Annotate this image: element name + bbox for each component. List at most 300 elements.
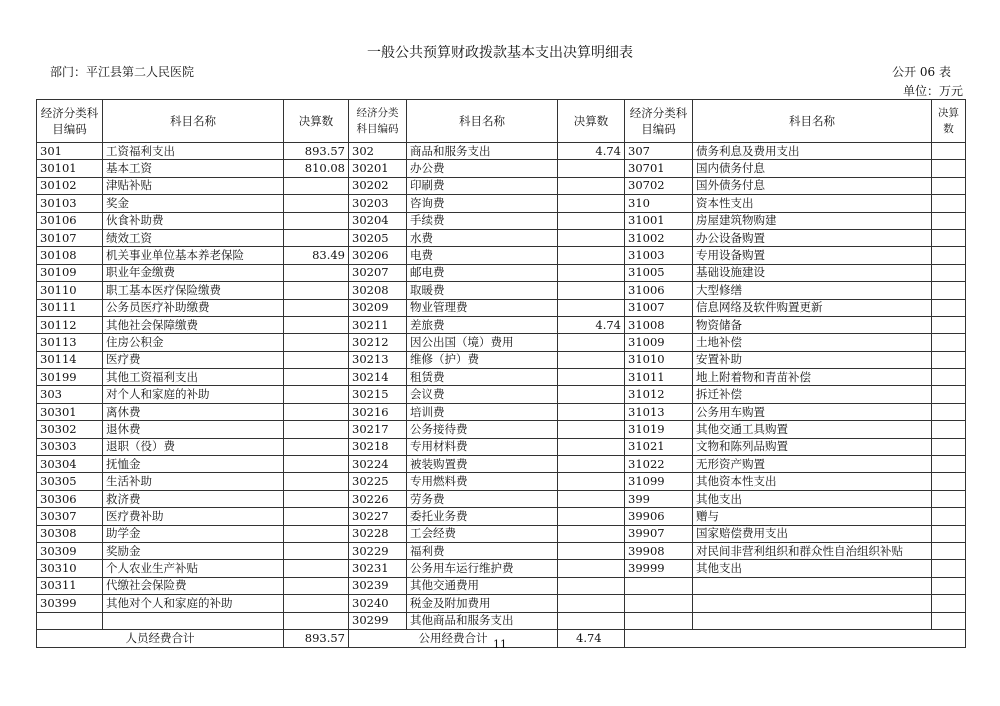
code-cell: 30304 <box>37 456 103 473</box>
col-header-code: 经济分类科目编码 <box>349 100 407 143</box>
name-cell: 拆迁补偿 <box>693 386 932 403</box>
table-row <box>37 229 966 246</box>
amount-cell <box>932 369 966 386</box>
name-cell: 其他社会保障缴费 <box>103 316 284 333</box>
amount-cell <box>932 229 966 246</box>
code-cell: 30207 <box>349 264 407 281</box>
code-cell: 30702 <box>625 177 693 194</box>
code-cell: 30225 <box>349 473 407 490</box>
code-cell: 30205 <box>349 229 407 246</box>
amount-cell <box>558 595 625 612</box>
code-cell: 30224 <box>349 456 407 473</box>
name-cell: 奖励金 <box>103 542 284 559</box>
code-cell: 39999 <box>625 560 693 577</box>
code-cell: 30307 <box>37 508 103 525</box>
code-cell: 30214 <box>349 369 407 386</box>
name-cell: 其他商品和服务支出 <box>407 612 558 629</box>
name-cell: 基础设施建设 <box>693 264 932 281</box>
amount-cell <box>284 282 349 299</box>
amount-cell <box>284 229 349 246</box>
code-cell: 31013 <box>625 403 693 420</box>
name-cell: 手续费 <box>407 212 558 229</box>
name-cell: 其他工资福利支出 <box>103 369 284 386</box>
amount-cell <box>932 612 966 629</box>
amount-cell <box>558 160 625 177</box>
amount-cell <box>932 160 966 177</box>
amount-cell <box>932 334 966 351</box>
table-row <box>37 438 966 455</box>
table-row <box>37 421 966 438</box>
name-cell: 退职（役）费 <box>103 438 284 455</box>
name-cell: 机关事业单位基本养老保险 <box>103 247 284 264</box>
code-cell: 30229 <box>349 542 407 559</box>
col-header-name: 科目名称 <box>407 100 558 143</box>
name-cell: 电费 <box>407 247 558 264</box>
code-cell: 310 <box>625 195 693 212</box>
name-cell: 办公费 <box>407 160 558 177</box>
amount-cell <box>284 473 349 490</box>
unit-label: 单位：万元 <box>902 84 963 98</box>
amount-cell <box>932 577 966 594</box>
amount-cell <box>558 386 625 403</box>
code-cell: 31022 <box>625 456 693 473</box>
name-cell: 退休费 <box>103 421 284 438</box>
name-cell: 公务用车运行维护费 <box>407 560 558 577</box>
page-number: 11 <box>493 638 507 651</box>
table-row <box>37 299 966 316</box>
amount-cell <box>284 595 349 612</box>
code-cell: 30103 <box>37 195 103 212</box>
amount-cell <box>558 560 625 577</box>
name-cell: 差旅费 <box>407 316 558 333</box>
name-cell: 国内债务付息 <box>693 160 932 177</box>
table-row <box>37 490 966 507</box>
amount-cell <box>932 195 966 212</box>
name-cell: 个人农业生产补贴 <box>103 560 284 577</box>
col-header-amount: 决算数 <box>558 100 625 143</box>
personnel-total-value: 893.57 <box>284 629 349 647</box>
name-cell: 资本性支出 <box>693 195 932 212</box>
name-cell: 医疗费补助 <box>103 508 284 525</box>
table-row <box>37 282 966 299</box>
name-cell: 离休费 <box>103 403 284 420</box>
name-cell: 职业年金缴费 <box>103 264 284 281</box>
col-header-amount: 决算数 <box>284 100 349 143</box>
amount-cell <box>284 438 349 455</box>
amount-cell <box>932 542 966 559</box>
name-cell: 专用设备购置 <box>693 247 932 264</box>
amount-cell <box>284 612 349 629</box>
code-cell: 30227 <box>349 508 407 525</box>
name-cell: 水费 <box>407 229 558 246</box>
code-cell: 30106 <box>37 212 103 229</box>
table-row <box>37 247 966 264</box>
name-cell: 办公设备购置 <box>693 229 932 246</box>
amount-cell <box>558 299 625 316</box>
name-cell: 生活补助 <box>103 473 284 490</box>
amount-cell <box>932 403 966 420</box>
code-cell: 30102 <box>37 177 103 194</box>
amount-cell <box>284 542 349 559</box>
amount-cell <box>558 247 625 264</box>
amount-cell <box>932 595 966 612</box>
table-row <box>37 177 966 194</box>
code-cell: 30310 <box>37 560 103 577</box>
name-cell: 其他支出 <box>693 490 932 507</box>
amount-cell <box>284 577 349 594</box>
code-cell: 30226 <box>349 490 407 507</box>
code-cell: 30212 <box>349 334 407 351</box>
code-cell: 30302 <box>37 421 103 438</box>
amount-cell <box>284 177 349 194</box>
code-cell: 303 <box>37 386 103 403</box>
code-cell: 30108 <box>37 247 103 264</box>
name-cell: 助学金 <box>103 525 284 542</box>
name-cell: 抚恤金 <box>103 456 284 473</box>
code-cell: 30203 <box>349 195 407 212</box>
amount-cell <box>284 369 349 386</box>
code-cell: 30206 <box>349 247 407 264</box>
header-row <box>37 100 966 143</box>
code-cell: 30213 <box>349 351 407 368</box>
code-cell: 31012 <box>625 386 693 403</box>
name-cell: 文物和陈列品购置 <box>693 438 932 455</box>
amount-cell <box>284 299 349 316</box>
code-cell: 30701 <box>625 160 693 177</box>
amount-cell: 4.74 <box>558 143 625 160</box>
code-cell: 31099 <box>625 473 693 490</box>
amount-cell <box>558 490 625 507</box>
name-cell: 债务利息及费用支出 <box>693 143 932 160</box>
table-row <box>37 160 966 177</box>
amount-cell <box>932 490 966 507</box>
name-cell: 公务接待费 <box>407 421 558 438</box>
code-cell: 39907 <box>625 525 693 542</box>
name-cell: 专用燃料费 <box>407 473 558 490</box>
amount-cell <box>932 421 966 438</box>
name-cell: 国家赔偿费用支出 <box>693 525 932 542</box>
amount-cell <box>932 316 966 333</box>
amount-cell <box>932 282 966 299</box>
amount-cell <box>558 369 625 386</box>
table-row <box>37 456 966 473</box>
table-row <box>37 143 966 160</box>
department-label: 部门：平江县第二人民医院 <box>50 65 195 79</box>
code-cell: 31021 <box>625 438 693 455</box>
table-title: 一般公共预算财政拨款基本支出决算明细表 <box>367 45 633 61</box>
code-cell: 30112 <box>37 316 103 333</box>
code-cell: 399 <box>625 490 693 507</box>
table-row <box>37 612 966 629</box>
table-row <box>37 508 966 525</box>
amount-cell <box>932 264 966 281</box>
code-cell: 30311 <box>37 577 103 594</box>
table-row <box>37 351 966 368</box>
amount-cell <box>284 195 349 212</box>
amount-cell <box>558 212 625 229</box>
name-cell: 培训费 <box>407 403 558 420</box>
amount-cell <box>932 351 966 368</box>
amount-cell <box>284 386 349 403</box>
code-cell: 30309 <box>37 542 103 559</box>
table-row <box>37 542 966 559</box>
name-cell: 会议费 <box>407 386 558 403</box>
name-cell: 医疗费 <box>103 351 284 368</box>
name-cell: 因公出国（境）费用 <box>407 334 558 351</box>
table-row <box>37 386 966 403</box>
amount-cell: 83.49 <box>284 247 349 264</box>
col-header-amount: 决算数 <box>932 100 966 143</box>
name-cell: 其他交通费用 <box>407 577 558 594</box>
name-cell: 公务用车购置 <box>693 403 932 420</box>
name-cell: 工会经费 <box>407 525 558 542</box>
table-row <box>37 369 966 386</box>
amount-cell <box>932 525 966 542</box>
name-cell: 伙食补助费 <box>103 212 284 229</box>
code-cell: 30109 <box>37 264 103 281</box>
amount-cell <box>558 229 625 246</box>
table-row <box>37 334 966 351</box>
name-cell: 其他资本性支出 <box>693 473 932 490</box>
name-cell: 被装购置费 <box>407 456 558 473</box>
amount-cell <box>558 351 625 368</box>
name-cell: 劳务费 <box>407 490 558 507</box>
amount-cell: 810.08 <box>284 160 349 177</box>
name-cell: 其他对个人和家庭的补助 <box>103 595 284 612</box>
name-cell: 救济费 <box>103 490 284 507</box>
code-cell: 31002 <box>625 229 693 246</box>
name-cell: 税金及附加费用 <box>407 595 558 612</box>
amount-cell <box>558 612 625 629</box>
code-cell: 30218 <box>349 438 407 455</box>
code-cell: 39906 <box>625 508 693 525</box>
code-cell: 30199 <box>37 369 103 386</box>
col-header-name: 科目名称 <box>103 100 284 143</box>
code-cell <box>625 612 693 629</box>
amount-cell <box>558 473 625 490</box>
code-cell: 30111 <box>37 299 103 316</box>
name-cell: 其他交通工具购置 <box>693 421 932 438</box>
name-cell <box>103 612 284 629</box>
code-cell: 30209 <box>349 299 407 316</box>
code-cell: 30208 <box>349 282 407 299</box>
amount-cell <box>932 456 966 473</box>
name-cell: 大型修缮 <box>693 282 932 299</box>
amount-cell <box>932 299 966 316</box>
name-cell: 信息网络及软件购置更新 <box>693 299 932 316</box>
amount-cell <box>558 421 625 438</box>
code-cell: 30240 <box>349 595 407 612</box>
name-cell: 其他支出 <box>693 560 932 577</box>
amount-cell <box>284 456 349 473</box>
code-cell: 301 <box>37 143 103 160</box>
amount-cell <box>558 282 625 299</box>
name-cell: 印刷费 <box>407 177 558 194</box>
code-cell <box>625 595 693 612</box>
code-cell: 30239 <box>349 577 407 594</box>
col-header-code: 经济分类科目编码 <box>625 100 693 143</box>
amount-cell <box>558 195 625 212</box>
code-cell: 30204 <box>349 212 407 229</box>
table-row <box>37 212 966 229</box>
col-header-code: 经济分类科目编码 <box>37 100 103 143</box>
amount-cell <box>284 334 349 351</box>
code-cell: 31006 <box>625 282 693 299</box>
name-cell: 无形资产购置 <box>693 456 932 473</box>
col-header-name: 科目名称 <box>693 100 932 143</box>
code-cell <box>625 577 693 594</box>
code-cell: 31005 <box>625 264 693 281</box>
name-cell: 公务员医疗补助缴费 <box>103 299 284 316</box>
code-cell: 30399 <box>37 595 103 612</box>
table-row <box>37 316 966 333</box>
amount-cell <box>932 386 966 403</box>
amount-cell <box>558 577 625 594</box>
name-cell: 工资福利支出 <box>103 143 284 160</box>
code-cell: 31003 <box>625 247 693 264</box>
amount-cell <box>558 177 625 194</box>
name-cell: 赠与 <box>693 508 932 525</box>
name-cell: 委托业务费 <box>407 508 558 525</box>
amount-cell <box>558 438 625 455</box>
code-cell: 30114 <box>37 351 103 368</box>
code-cell: 30231 <box>349 560 407 577</box>
code-cell: 30217 <box>349 421 407 438</box>
name-cell: 房屋建筑物购建 <box>693 212 932 229</box>
name-cell: 对个人和家庭的补助 <box>103 386 284 403</box>
form-number: 公开 06 表 <box>892 65 951 79</box>
name-cell: 土地补偿 <box>693 334 932 351</box>
code-cell: 30201 <box>349 160 407 177</box>
name-cell: 奖金 <box>103 195 284 212</box>
name-cell: 维修（护）费 <box>407 351 558 368</box>
public-total-value: 4.74 <box>558 629 625 647</box>
code-cell: 30110 <box>37 282 103 299</box>
amount-cell <box>558 264 625 281</box>
name-cell: 对民间非营利组织和群众性自治组织补贴 <box>693 542 932 559</box>
table-row <box>37 595 966 612</box>
amount-cell <box>284 316 349 333</box>
amount-cell <box>932 508 966 525</box>
name-cell: 地上附着物和青苗补偿 <box>693 369 932 386</box>
amount-cell <box>284 560 349 577</box>
code-cell: 30228 <box>349 525 407 542</box>
amount-cell: 893.57 <box>284 143 349 160</box>
public-total-label: 公用经费合计 <box>349 629 558 647</box>
table-row <box>37 473 966 490</box>
amount-cell <box>284 490 349 507</box>
name-cell: 绩效工资 <box>103 229 284 246</box>
table-row <box>37 195 966 212</box>
amount-cell <box>558 508 625 525</box>
table-row <box>37 403 966 420</box>
code-cell: 30308 <box>37 525 103 542</box>
amount-cell <box>284 403 349 420</box>
name-cell: 国外债务付息 <box>693 177 932 194</box>
amount-cell <box>284 525 349 542</box>
amount-cell <box>558 456 625 473</box>
table-row <box>37 264 966 281</box>
amount-cell <box>284 421 349 438</box>
amount-cell <box>284 212 349 229</box>
name-cell: 商品和服务支出 <box>407 143 558 160</box>
table-row <box>37 525 966 542</box>
amount-cell <box>558 334 625 351</box>
code-cell: 307 <box>625 143 693 160</box>
code-cell: 31001 <box>625 212 693 229</box>
name-cell: 物资储备 <box>693 316 932 333</box>
amount-cell <box>932 177 966 194</box>
code-cell: 31010 <box>625 351 693 368</box>
code-cell: 31011 <box>625 369 693 386</box>
code-cell: 30101 <box>37 160 103 177</box>
name-cell: 代缴社会保险费 <box>103 577 284 594</box>
name-cell <box>693 577 932 594</box>
name-cell: 住房公积金 <box>103 334 284 351</box>
amount-cell <box>284 264 349 281</box>
amount-cell <box>284 508 349 525</box>
expenditure-detail-table <box>36 99 966 648</box>
code-cell: 31008 <box>625 316 693 333</box>
code-cell: 30306 <box>37 490 103 507</box>
amount-cell: 4.74 <box>558 316 625 333</box>
name-cell: 邮电费 <box>407 264 558 281</box>
name-cell: 职工基本医疗保险缴费 <box>103 282 284 299</box>
name-cell: 咨询费 <box>407 195 558 212</box>
name-cell: 津贴补贴 <box>103 177 284 194</box>
name-cell: 租赁费 <box>407 369 558 386</box>
amount-cell <box>558 542 625 559</box>
code-cell: 30305 <box>37 473 103 490</box>
amount-cell <box>558 403 625 420</box>
code-cell: 30113 <box>37 334 103 351</box>
name-cell: 取暖费 <box>407 282 558 299</box>
code-cell: 30216 <box>349 403 407 420</box>
amount-cell <box>932 438 966 455</box>
code-cell: 30211 <box>349 316 407 333</box>
code-cell: 31009 <box>625 334 693 351</box>
amount-cell <box>284 351 349 368</box>
name-cell: 专用材料费 <box>407 438 558 455</box>
amount-cell <box>932 247 966 264</box>
code-cell: 30303 <box>37 438 103 455</box>
amount-cell <box>932 473 966 490</box>
code-cell: 30301 <box>37 403 103 420</box>
code-cell: 30107 <box>37 229 103 246</box>
name-cell: 安置补助 <box>693 351 932 368</box>
code-cell: 302 <box>349 143 407 160</box>
name-cell: 福利费 <box>407 542 558 559</box>
table-row <box>37 577 966 594</box>
code-cell: 31019 <box>625 421 693 438</box>
code-cell: 31007 <box>625 299 693 316</box>
name-cell: 物业管理费 <box>407 299 558 316</box>
code-cell: 39908 <box>625 542 693 559</box>
code-cell: 30299 <box>349 612 407 629</box>
code-cell: 30215 <box>349 386 407 403</box>
table-row <box>37 560 966 577</box>
code-cell: 30202 <box>349 177 407 194</box>
amount-cell <box>932 560 966 577</box>
name-cell: 基本工资 <box>103 160 284 177</box>
amount-cell <box>932 212 966 229</box>
amount-cell <box>932 143 966 160</box>
amount-cell <box>558 525 625 542</box>
code-cell <box>37 612 103 629</box>
personnel-total-label: 人员经费合计 <box>37 629 284 647</box>
name-cell <box>693 595 932 612</box>
name-cell <box>693 612 932 629</box>
